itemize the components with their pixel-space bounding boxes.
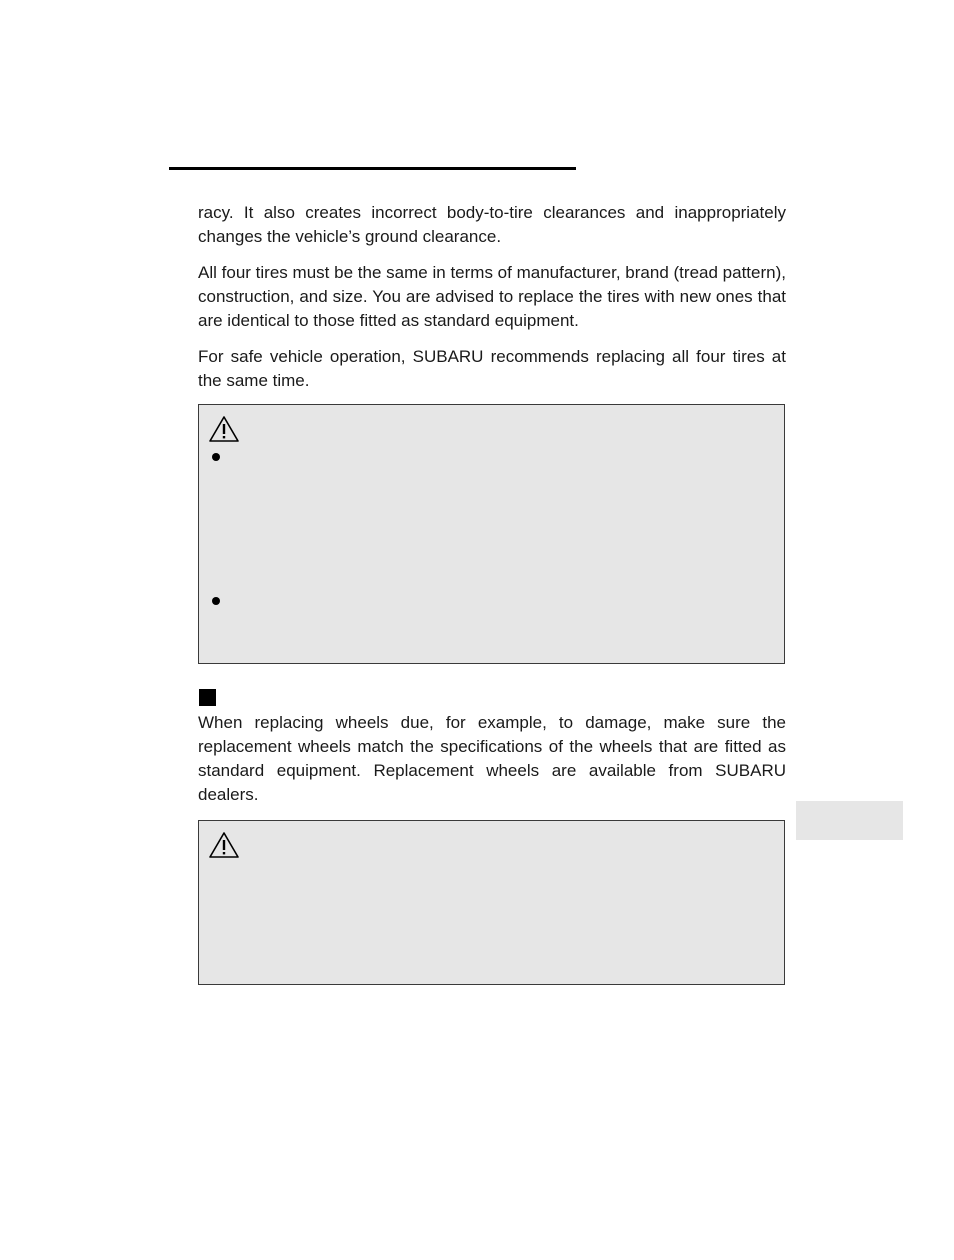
warning-box-tires xyxy=(198,404,785,664)
bullet-dot-icon xyxy=(212,597,220,605)
paragraph-clearance: racy. It also creates incorrect body-to-tire clearances and inappropriately changes the vehicle’s ground clearance. xyxy=(198,203,786,246)
paragraph-replacing-wheels: When replacing wheels due, for example, to damage, make sure the replacement wheels match the specifications of the wheels that are fitted as standard equipment. Replacement wheels are available from SUBARU dealers. xyxy=(198,713,786,804)
section-square-icon xyxy=(199,689,216,706)
header-rule xyxy=(169,167,576,170)
paragraph-four-tires: All four tires must be the same in terms of manufacturer, brand (tread pattern), construction, and size. You are advised to replace the tires with new ones that are identical to those fitted as standard equipment. xyxy=(198,263,786,330)
warning-triangle-icon xyxy=(208,415,240,443)
chapter-tab xyxy=(796,801,903,840)
bullet-dot-icon xyxy=(212,453,220,461)
warning-box-wheels xyxy=(198,820,785,985)
warning-triangle-icon xyxy=(208,831,240,859)
paragraph-safe-operation: For safe vehicle operation, SUBARU recommends replacing all four tires at the same time. xyxy=(198,347,786,390)
